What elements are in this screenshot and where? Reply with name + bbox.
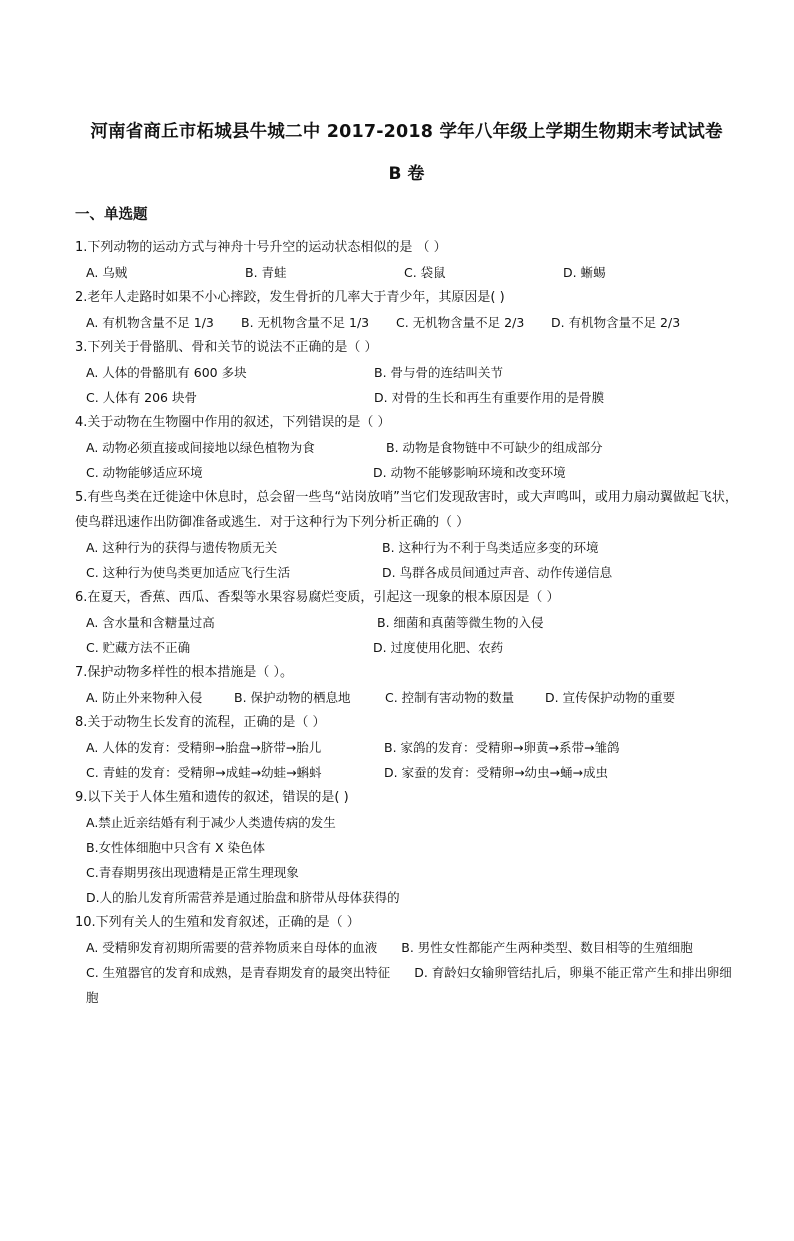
question-stem: 4.关于动物在生物圈中作用的叙述，下列错误的是（ ）	[75, 415, 391, 430]
option-d: D. 过度使用化肥、农药	[373, 640, 504, 655]
options-row	[75, 735, 738, 760]
option-b: B. 这种行为不利于鸟类适应多变的环境	[382, 540, 599, 555]
options-row	[75, 685, 738, 710]
question-stem: 7.保护动物多样性的根本措施是（ ）。	[75, 665, 294, 680]
option-b: B. 细菌和真菌等微生物的入侵	[377, 615, 544, 630]
option-d: D. 对骨的生长和再生有重要作用的是骨膜	[374, 390, 605, 405]
question-10	[75, 910, 738, 1010]
question-3	[75, 335, 738, 410]
question-8	[75, 710, 738, 785]
option-d: D. 有机物含量不足 2/3	[551, 315, 681, 330]
question-stem: 5.有些鸟类在迁徙途中休息时，总会留一些鸟“站岗放哨”当它们发现敌害时，或大声鸣叫，或用力扇动翼做起飞状，使鸟群迅速作出防御准备或逃生．对于这种行为下列分析正确的（ ）	[75, 490, 738, 530]
option-b: B. 保护动物的栖息地	[234, 690, 351, 705]
page-subtitle: B 卷	[388, 164, 425, 184]
page-title: 河南省商丘市柘城县牛城二中 2017-2018 学年八年级上学期生物期末考试试卷	[90, 122, 723, 142]
option-d: D. 宣传保护动物的重要	[545, 690, 676, 705]
option-b: B. 家鸽的发育：受精卵→卵黄→系带→雏鸽	[384, 740, 620, 755]
option-c: C. 控制有害动物的数量	[385, 690, 515, 705]
question-stem: 2.老年人走路时如果不小心摔跤，发生骨折的几率大于青少年，其原因是( )	[75, 290, 505, 305]
question-4	[75, 410, 738, 485]
option-c: C. 无机物含量不足 2/3	[396, 315, 525, 330]
question-5	[75, 485, 738, 585]
option-c: C. 人体有 206 块骨	[86, 390, 197, 405]
option-a: A. 人体的骨骼肌有 600 多块	[86, 365, 247, 380]
options-wrap-ab	[75, 935, 738, 960]
option-c: C. 这种行为使鸟类更加适应飞行生活	[86, 565, 291, 580]
question-stem: 3.下列关于骨骼肌、骨和关节的说法不正确的是（ ）	[75, 340, 378, 355]
options-wrap-cd	[75, 960, 738, 1010]
exam-page	[0, 118, 794, 1241]
option-b: B. 无机物含量不足 1/3	[241, 315, 370, 330]
option-a: A. 动物必须直接或间接地以绿色植物为食	[86, 440, 315, 455]
option-b: B. 青蛙	[245, 265, 287, 280]
question-7	[75, 660, 738, 710]
options-row	[75, 460, 738, 485]
option-d: D. 蜥蜴	[563, 265, 606, 280]
options-row	[75, 535, 738, 560]
option-d: D.人的胎儿发育所需营养是通过胎盘和脐带从母体获得的	[86, 890, 400, 905]
option-c: C. 青蛙的发育：受精卵→成蛙→幼蛙→蝌蚪	[86, 765, 322, 780]
options-row	[75, 435, 738, 460]
question-stem: 6.在夏天，香蕉、西瓜、香梨等水果容易腐烂变质，引起这一现象的根本原因是（ ）	[75, 590, 560, 605]
option-a: A. 人体的发育：受精卵→胎盘→脐带→胎儿	[86, 740, 322, 755]
option-a: A. 含水量和含糖量过高	[86, 615, 215, 630]
options-row	[75, 760, 738, 785]
option-a: A. 乌贼	[86, 265, 128, 280]
option-a: A.禁止近亲结婚有利于减少人类遗传病的发生	[86, 815, 336, 830]
question-stem: 8.关于动物生长发育的流程，正确的是（ ）	[75, 715, 326, 730]
option-c: C. 生殖器官的发育和成熟，是青春期发育的最突出特征	[86, 965, 391, 980]
option-a: A. 受精卵发育初期所需要的营养物质来自母体的血液	[86, 940, 378, 955]
question-9	[75, 785, 738, 910]
option-c: C. 动物能够适应环境	[86, 465, 203, 480]
options-row	[75, 310, 738, 335]
option-b: B. 男性女性都能产生两种类型、数目相等的生殖细胞	[401, 940, 693, 955]
option-d: D. 鸟群各成员间通过声音、动作传递信息	[382, 565, 613, 580]
options-row	[75, 260, 738, 285]
question-stem: 9.以下关于人体生殖和遗传的叙述，错误的是( )	[75, 790, 349, 805]
option-a: A. 这种行为的获得与遗传物质无关	[86, 540, 278, 555]
option-b: B. 骨与骨的连结叫关节	[374, 365, 504, 380]
option-b: B. 动物是食物链中不可缺少的组成部分	[386, 440, 603, 455]
option-d: D. 动物不能够影响环境和改变环境	[373, 465, 566, 480]
section-title: 一、单选题	[75, 207, 148, 223]
question-6	[75, 585, 738, 660]
option-d: D. 育龄妇女输卵管结扎后，卵巢不能正常产生和排出卵细胞	[86, 965, 732, 1005]
option-a: A. 防止外来物种入侵	[86, 690, 203, 705]
option-c: C.青春期男孩出现遗精是正常生理现象	[86, 865, 299, 880]
question-stem: 1.下列动物的运动方式与神舟十号升空的运动状态相似的是 （ ）	[75, 240, 447, 255]
options-row	[75, 610, 738, 635]
question-2	[75, 285, 738, 335]
question-stem: 10.下列有关人的生殖和发育叙述，正确的是（ ）	[75, 915, 360, 930]
question-1	[75, 235, 738, 285]
option-c: C. 袋鼠	[404, 265, 446, 280]
options-row	[75, 635, 738, 660]
option-d: D. 家蚕的发育：受精卵→幼虫→蛹→成虫	[384, 765, 608, 780]
options-row	[75, 360, 738, 385]
option-c: C. 贮藏方法不正确	[86, 640, 191, 655]
option-b: B.女性体细胞中只含有 X 染色体	[86, 840, 266, 855]
options-row	[75, 385, 738, 410]
options-row	[75, 560, 738, 585]
option-a: A. 有机物含量不足 1/3	[86, 315, 214, 330]
